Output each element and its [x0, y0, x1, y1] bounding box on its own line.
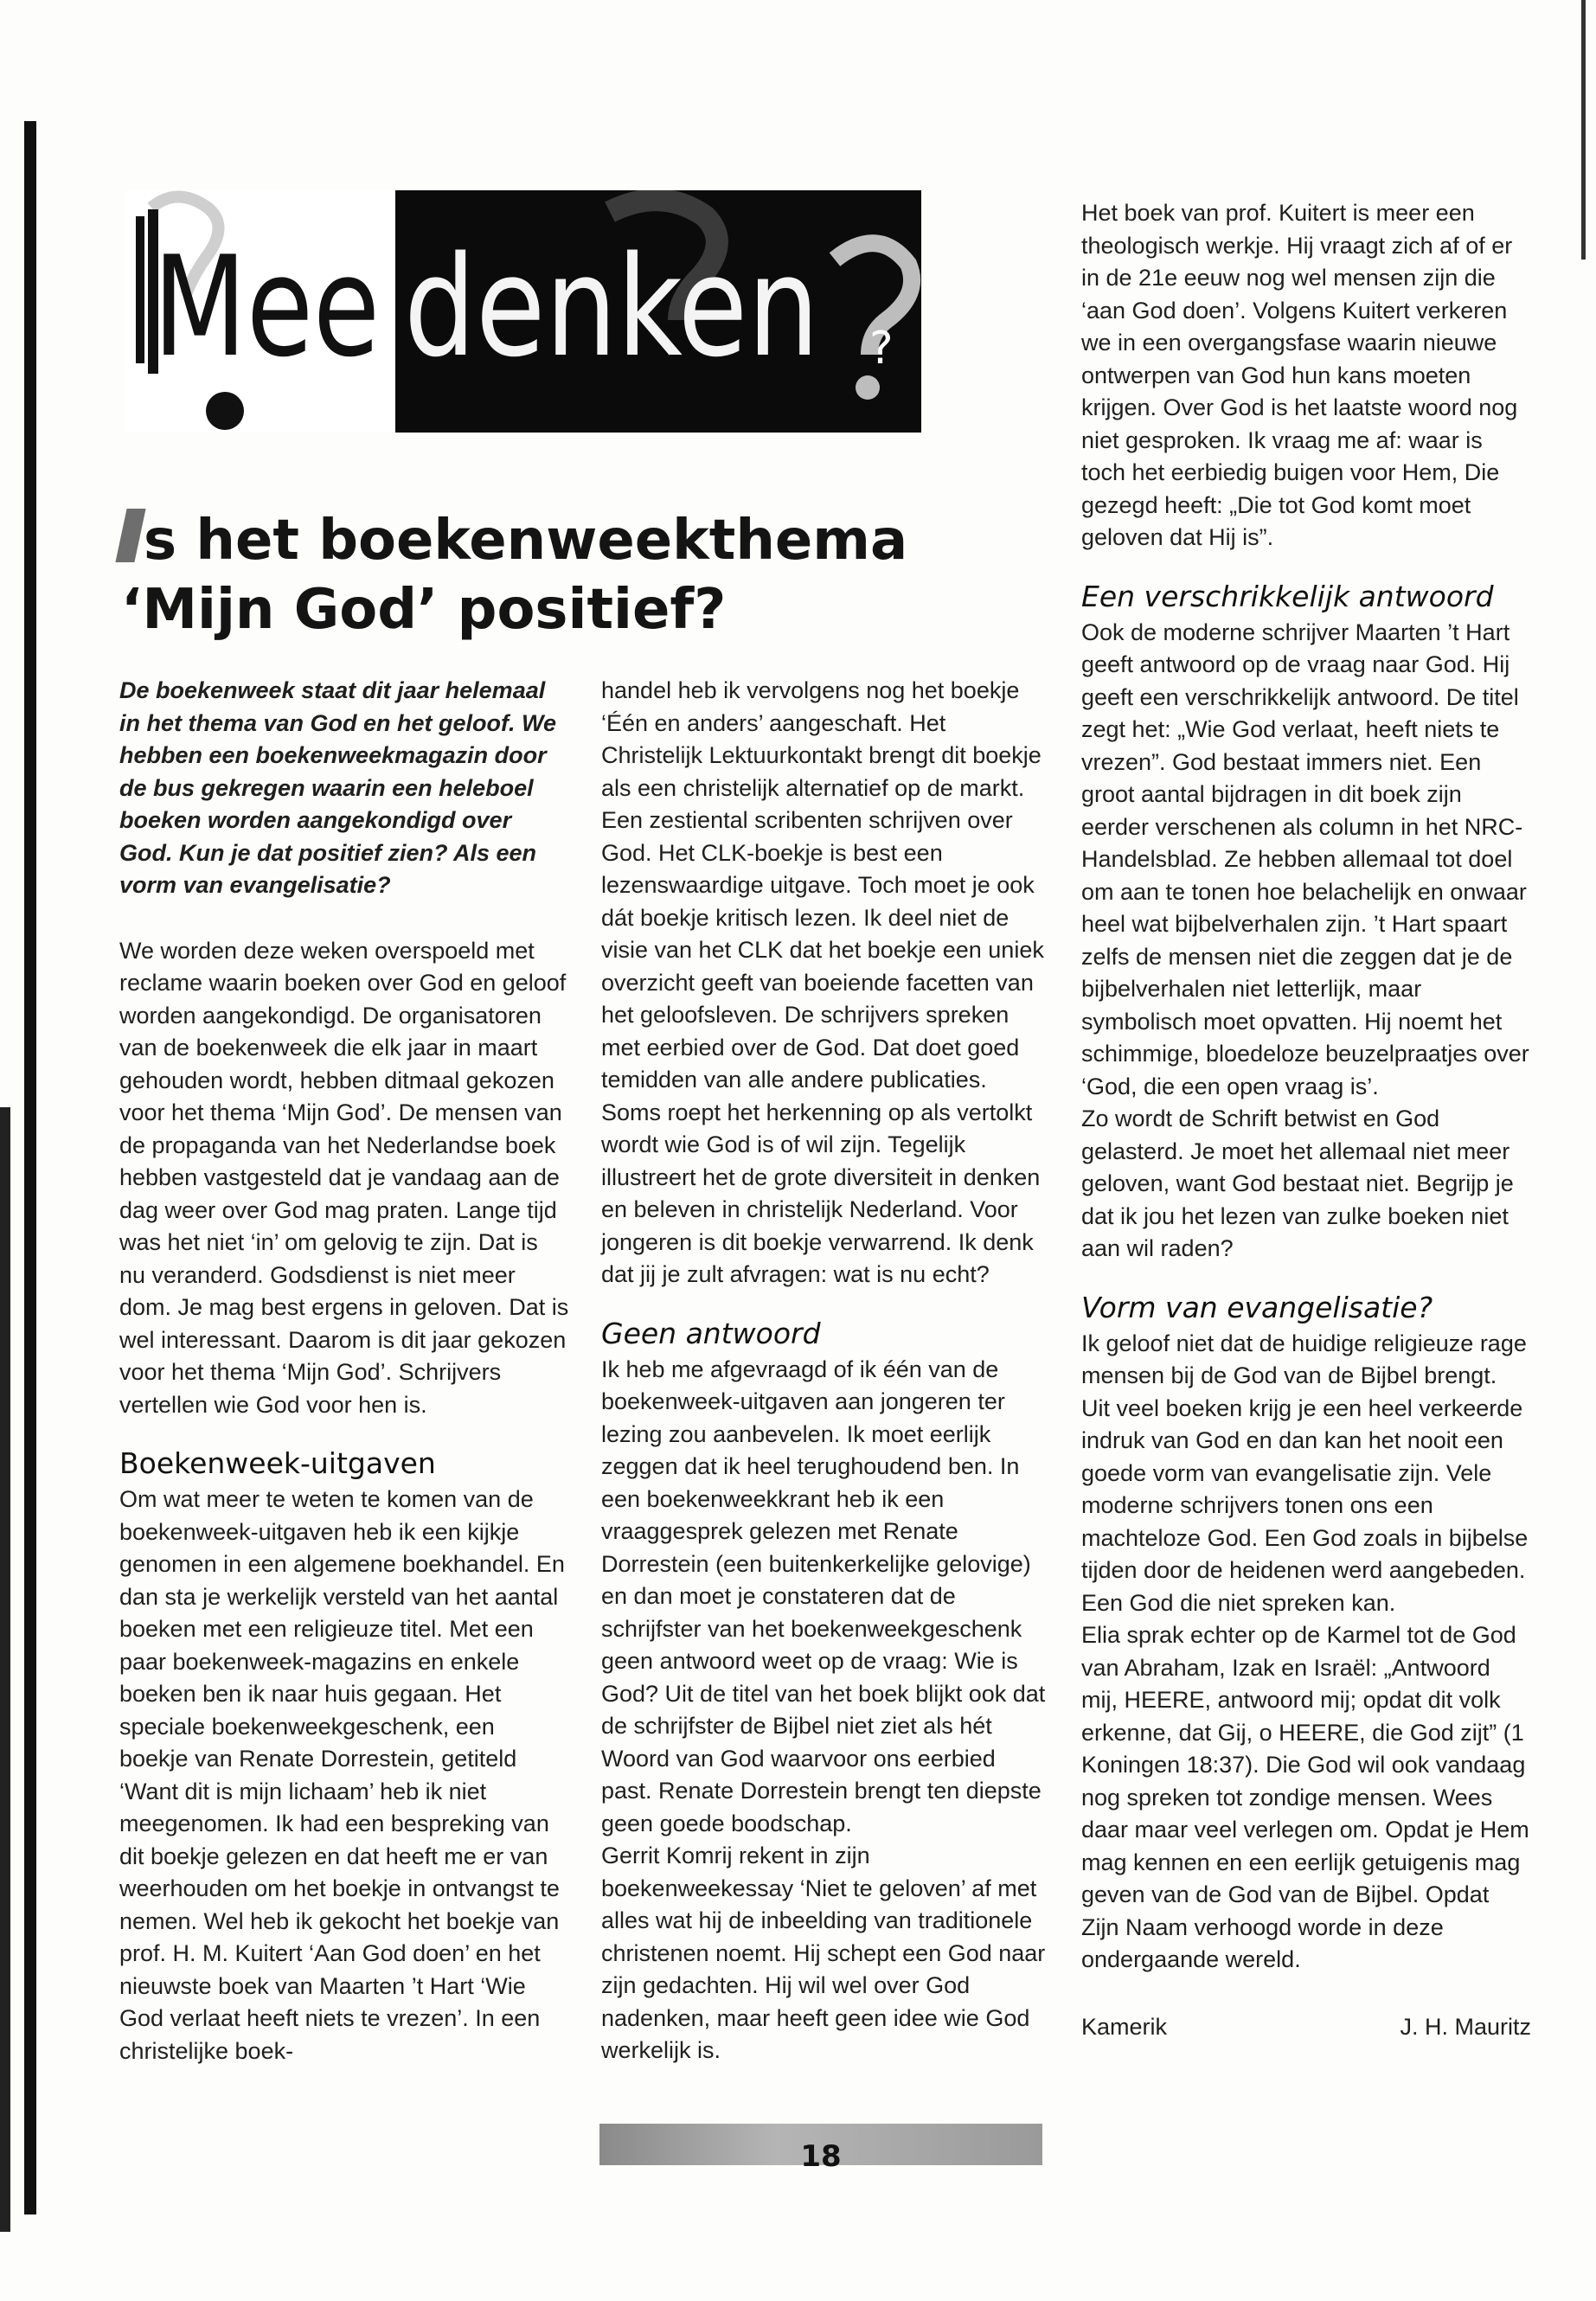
scan-edge-left-lower — [0, 1107, 10, 2232]
paragraph: Ik geloof niet dat de huidige religieuze rage mensen bij de God van de Bijbel brengt. Uit veel boeken krijg je een heel verkeerde indruk van God en dan kan het nooit een goede vorm van evangelisatie zijn. Vele moderne schrijvers tonen ons een machteloze God. Een God zoals in bijbelse tijden door de heidenen werd aangebeden. Een God die niet spreken kan. — [1081, 1330, 1529, 1616]
logo-part-mee: Mee — [153, 226, 380, 388]
subheading-een-verschrikkelijk-antwoord: Een verschrikkelijk antwoord — [1081, 579, 1494, 613]
column-2 — [601, 675, 1051, 2067]
mee-denken-logo — [125, 190, 921, 433]
paragraph: Ik heb me afgevraagd of ik één van de boekenweek-uitgaven aan jongeren ter lezing zou aanbevelen. Ik moet eerlijk zeggen dat ik heel terughoudend ben. In een boekenweekkrant heb ik een vraaggesprek gelezen met Renate Dorrestein (een buitenkerkelijke gelovige) en dan moet je constateren dat de schrijfster van het boekenweekgeschenk geen antwoord weet op de vraag: Wie is God? Uit de titel van het boek blijkt ook dat de schrijfster de Bijbel niet ziet als hét Woord van God waarvoor ons eerbied past. Renate Dorrestein brengt ten diepste geen goede boodschap. — [601, 1356, 1046, 1836]
subheading-vorm-van-evangelisatie: Vorm van evangelisatie? — [1081, 1290, 1433, 1324]
paragraph: We worden deze weken overspoeld met reclame waarin boeken over God en geloof worden aangekondigd. De organisatoren van de boekenweek die elk jaar in maart gehouden wordt, hebben ditmaal gekozen voor het thema ‘Mijn God’. De mensen van de propaganda van het Nederlandse boek hebben vastgesteld dat je vandaag aan de dag weer over God mag praten. Lange tijd was het niet ‘in’ om gelovig te zijn. Dat is nu veranderd. Godsdienst is niet meer dom. Je mag best ergens in geloven. Dat is wel interessant. Daarom is dit jaar gekozen voor het thema ‘Mijn God’. Schrijvers vertellen wie God voor hen is. — [119, 937, 569, 1418]
logo-part-denken: denken — [404, 226, 819, 388]
paragraph: Ook de moderne schrijver Maarten ’t Hart geeft antwoord op de vraag naar God. Hij geeft een verschrikkelijk antwoord. De titel zegt het: „Wie God verlaat, heeft niets te vrezen”. God bestaat immers niet. Een groot aantal bijdragen in dit boek zijn eerder verschenen als column in het NRC-Handelsblad. Ze hebben allemaal tot doel om aan te tonen hoe belachelijk en onwaar heel wat bijbelverhalen zijn. ’t Hart spaart zelfs de mensen niet die zeggen dat je de bijbelverhalen niet letterlijk, maar symbolisch moet opvatten. Hij noemt het schimmige, bloedeloze beuzelpraatjes over ‘God, die een open vraag is’. — [1081, 619, 1529, 1099]
page-number: 18 — [800, 2139, 842, 2174]
column-3 — [1081, 197, 1531, 2043]
page-number-bar — [599, 2124, 1042, 2174]
subheading-geen-antwoord: Geen antwoord — [601, 1316, 821, 1350]
column-1 — [119, 675, 569, 2067]
headline-line-1: s het boekenweekthema — [144, 509, 908, 573]
intro-paragraph: De boekenweek staat dit jaar helemaal in het thema van God en het geloof. We hebben een boekenweekmagazin door de bus gekregen waarin een heleboel boeken worden aangekondigd over God. Kun je dat positief zien? Als een vorm van evangelisatie? — [119, 677, 557, 898]
scan-edge-left — [24, 121, 36, 2214]
signature-place: Kamerik — [1081, 2013, 1168, 2040]
headline-line-2: ‘Mijn God’ positief? — [121, 578, 727, 642]
signature-line — [1081, 2011, 1531, 2044]
scan-edge-right — [1581, 0, 1586, 260]
initial-letter-bar — [115, 509, 145, 562]
logo-question-mark: ? — [869, 323, 894, 375]
paragraph: handel heb ik vervolgens nog het boekje ‘Één en anders’ aangeschaft. Het Christelijk Lektuurkontakt brengt dit boekje als een christelijk alternatief op de markt. Een zestiental scribenten schrijven over God. Het CLK-boekje is best een lezenswaardige uitgave. Toch moet je ook dát boekje kritisch lezen. Ik deel niet de visie van het CLK dat het boekje een uniek overzicht geeft van boeiende facetten van het geloofsleven. De schrijvers spreken met eerbied over de God. Dat doet goed temidden van alle andere publicaties. Soms roept het herkenning op als vertolkt wordt wie God is of wil zijn. Tegelijk illustreert het de grote diversiteit in denken en beleven in christelijk Nederland. Voor jongeren is dit boekje verwarrend. Ik denk dat jij je zult afvragen: wat is nu echt? — [601, 677, 1044, 1287]
paragraph: Gerrit Komrij rekent in zijn boekenweekessay ‘Niet te geloven’ af met alles wat hij de inbeelding van traditionele christenen noemt. Hij schept een God naar zijn gedachten. Hij wil wel over God nadenken, maar heeft geen idee wie God werkelijk is. — [601, 1843, 1046, 2063]
paragraph: Elia sprak echter op de Karmel tot de God van Abraham, Izak en Israël: „Antwoord mij, HEERE, antwoord mij; opdat dit volk erkenne, dat Gij, o HEERE, die God zijt” (1 Koningen 18:37). Die God wil ook vandaag nog spreken tot zondige mensen. Wees daar maar veel verlegen om. Opdat je Hem mag kennen en een eerlijk getuigenis mag geven van de God van de Bijbel. Opdat Zijn Naam verhoogd worde in deze ondergaande wereld. — [1081, 1622, 1529, 1972]
subheading-boekenweek-uitgaven: Boekenweek-uitgaven — [119, 1446, 436, 1480]
article-headline — [121, 506, 1038, 644]
paragraph: Om wat meer te weten te komen van de boekenweek-uitgaven heb ik een kijkje genomen in een algemene boekhandel. En dan sta je werkelijk versteld van het aantal boeken met een religieuze titel. Met een paar boekenweek-magazins en enkele boeken ben ik naar huis gegaan. Het speciale boekenweekgeschenk, een boekje van Renate Dorrestein, getiteld ‘Want dit is mijn lichaam’ heb ik niet meegenomen. Ik had een bespreking van dit boekje gelezen en dat heeft me er van weerhouden om het boekje in ontvangst te nemen. Wel heb ik gekocht het boekje van prof. H. M. Kuitert ‘Aan God doen’ en het nieuwste boek van Maarten ’t Hart ‘Wie God verlaat heeft niets te vrezen’. In een christelijke boek- — [119, 1486, 565, 2064]
signature-author: J. H. Mauritz — [1400, 2013, 1531, 2040]
paragraph: Zo wordt de Schrift betwist en God gelasterd. Je moet het allemaal niet meer geloven, want God bestaat niet. Begrijp je dat ik jou het lezen van zulke boeken niet aan wil raden? — [1081, 1106, 1514, 1261]
paragraph: Het boek van prof. Kuitert is meer een theologisch werkje. Hij vraagt zich af of er in de 21e eeuw nog wel mensen zijn die ‘aan God doen’. Volgens Kuitert verkeren we in een overgangsfase waarin nieuwe ontwerpen van God hun kans moeten krijgen. Over God is het laatste woord nog niet gesproken. Ik vraag me af: waar is toch het eerbiedig buigen voor Hem, Die gezegd heeft: „Die tot God komt moet geloven dat Hij is”. — [1081, 200, 1518, 550]
